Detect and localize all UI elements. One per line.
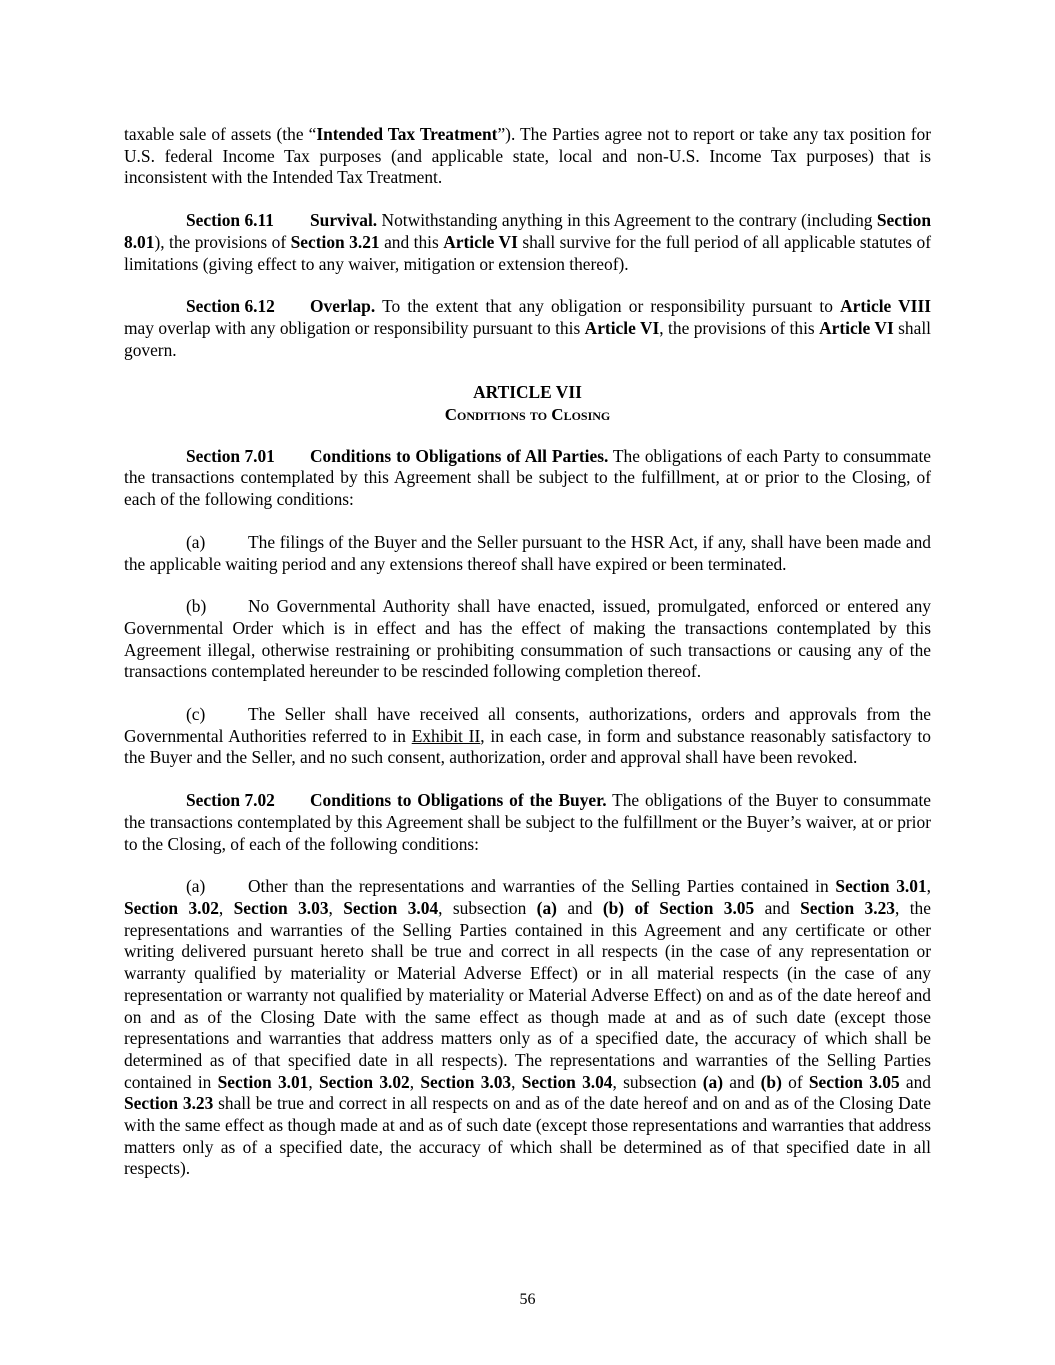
section-number: Section 7.02: [186, 790, 275, 811]
section-title: Conditions to Obligations of the Buyer.: [310, 790, 607, 811]
article-heading-block: [124, 382, 931, 425]
section-title: Conditions to Obligations of All Parties.: [310, 445, 609, 466]
subsection-label: (a): [186, 531, 206, 552]
section-title: Survival.: [310, 210, 378, 231]
section-number: Section 6.11: [186, 210, 274, 231]
exhibit-reference: Exhibit II: [411, 725, 481, 746]
subsection-label: (b): [186, 596, 207, 617]
intro-paragraph: taxable sale of assets (the “Intended Tax Treatment”). The Parties agree not to report or take any tax position for U.S. federal Income Tax purposes (and applicable state, local and non-U.S. Income Tax purposes) that is inconsistent with the Intended Tax Treatment.: [124, 124, 931, 188]
section-7-01: Section 7.01 Conditions to Obligations of All Parties. The obligations of each Party to consummate the transactions contemplated by this Agreement shall be subject to the fulfillment, at or prior to the Closing, of each of the following conditions:: [124, 445, 931, 510]
article-subheading: Conditions to Closing: [444, 405, 611, 425]
section-number: Section 7.01: [186, 445, 275, 466]
section-6-12: Section 6.12 Overlap. To the extent that any obligation or responsibility pursuant to Article VIII may overlap with any obligation or responsibility pursuant to this Article VI, the provisions of this Article VI shall govern.: [124, 296, 932, 360]
subsection-label: (c): [186, 704, 206, 725]
section-7-01-a: (a) The filings of the Buyer and the Seller pursuant to the HSR Act, if any, shall have been made and the applicable waiting period and any extensions thereof shall have expired or been terminated.: [124, 531, 931, 574]
section-7-02: Section 7.02 Conditions to Obligations of the Buyer. The obligations of the Buyer to consummate the transactions contemplated by this Agreement shall be subject to the fulfillment or the Buyer’s waiver, at or prior to the Closing, of each of the following conditions:: [124, 790, 932, 854]
article-heading: ARTICLE VII: [473, 382, 582, 403]
document-page: [124, 124, 931, 1201]
section-6-11: Section 6.11 Survival. Notwithstanding anything in this Agreement to the contrary (including Section 8.01), the provisions of Section 3.21 and this Article VI shall survive for the full period of all applicable statutes of limitations (giving effect to any waiver, mitigation or extension thereof).: [124, 210, 931, 274]
section-number: Section 6.12: [186, 296, 275, 317]
section-7-02-a: (a) Other than the representations and warranties of the Selling Parties contained in Section 3.01, Section 3.02, Section 3.03, Section 3.04, subsection (a) and (b) of Section 3.05 and Section 3.23, the representations and warranties of the Selling Parties contained in this Agreement and any certificate or other writing delivered pursuant hereto shall be true and correct in all respects (in the case of any representation or warranty qualified by materiality or Material Adverse Effect) or in all material respects (in the case of any representation or warranty not qualified by materiality or Material Adverse Effect) on and as of the date hereof and on and as of the Closing Date with the same effect as though made at and as of such date (except those representations and warranties that address matters only as of a specified date, the accuracy of which shall be determined as of that specified date in all respects). The representations and warranties of the Selling Parties contained in Section 3.01, Section 3.02, Section 3.03, Section 3.04, subsection (a) and (b) of Section 3.05 and Section 3.23 shall be true and correct in all respects on and as of the date hereof and on and as of the Closing Date with the same effect as though made at and as of such date (except those representations and warranties that address matters only as of a specified date, the accuracy of which shall be determined as of that specified date in all respects).: [124, 876, 932, 1179]
section-7-01-b: (b) No Governmental Authority shall have enacted, issued, promulgated, enforced or entered any Governmental Order which is in effect and has the effect of making the transactions contemplated by this Agreement illegal, otherwise restraining or prohibiting consummation of such transactions or causing any of the transactions contemplated hereunder to be rescinded following completion thereof.: [124, 596, 931, 682]
subsection-label: (a): [186, 876, 206, 897]
section-7-01-c: (c) The Seller shall have received all consents, authorizations, orders and approvals from the Governmental Authorities referred to in Exhibit II, in each case, in form and substance reasonably satisfactory to the Buyer and the Seller, and no such consent, authorization, order and approval shall have been revoked.: [124, 704, 931, 768]
section-title: Overlap.: [310, 296, 376, 317]
page-number: 56: [519, 1291, 536, 1308]
